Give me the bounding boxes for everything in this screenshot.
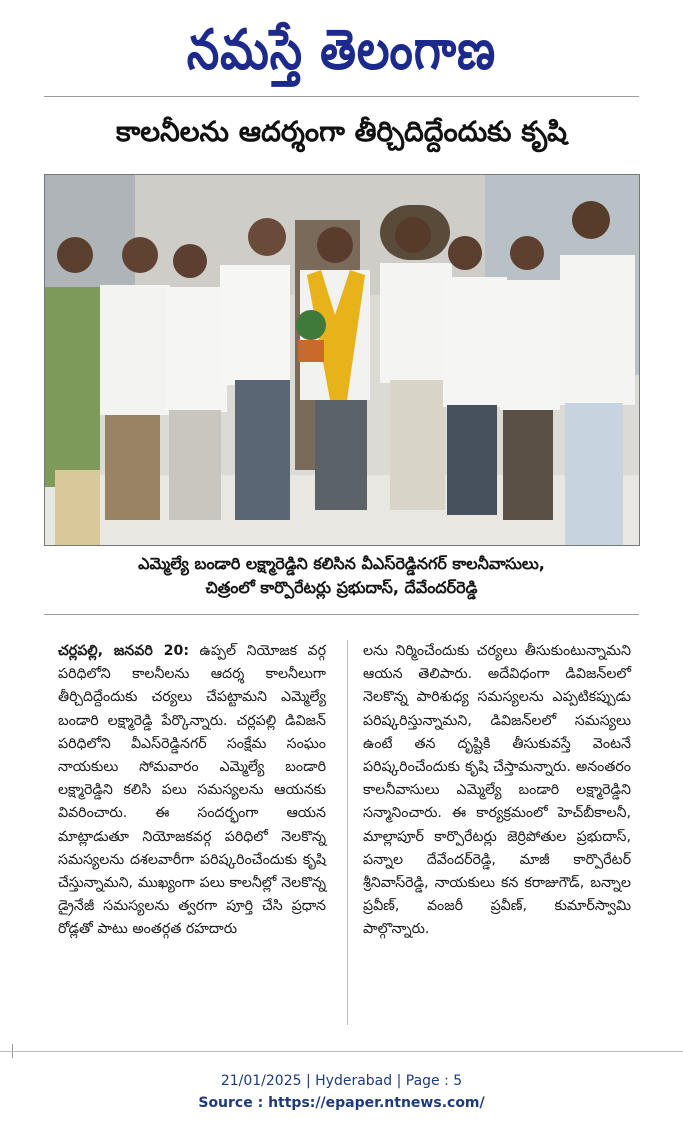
photo-illustration [45, 175, 639, 545]
caption-line-1: ఎమ్మెల్యే బండారి లక్ష్మారెడ్డిని కలిసిన వీఎస్‌రెడ్డినగర్ కాలనీవాసులు, [138, 554, 545, 573]
caption-line-2: చిత్రంలో కార్పొరేటర్లు ప్రభుదాస్, దేవేందర్‌రెడ్డి [205, 578, 478, 597]
article-column-1 [58, 640, 326, 942]
dateline: చర్లపల్లి, జనవరి 20: [58, 643, 190, 659]
photo-caption [44, 552, 639, 600]
article-headline: కాలనీలను ఆదర్శంగా తీర్చిదిద్దేందుకు కృషి [116, 115, 567, 148]
column-divider [347, 640, 348, 1025]
article-column-2: లను నిర్మించేందుకు చర్యలు తీసుకుంటున్నామని ఆయన తెలిపారు. అదేవిధంగా డివిజన్‌లలో నెలకొన్న పారిశుధ్య సమస్యలను ఎప్పటికప్పుడు పరిష్కరిస్తున్నామని, డివిజన్‌లలో సమస్యలు ఉంటే తన దృష్టికి తీసుకువస్తే వెంటనే పరిష్కరించేందుకు కృషి చేస్తామన్నారు. అనంతరం కాలనీవాసులు ఎమ్మెల్యే బండారి లక్ష్మారెడ్డిని సన్మానించారు. ఈ కార్యక్రమంలో హెచ్‌బీకాలనీ, మాల్లాపూర్ కార్పొరేటర్లు జెర్రిపోతుల ప్రభుదాస్, పన్నాల దేవేందర్‌రెడ్డి, మాజీ కార్పొరేటర్ శ్రీనివాస్‌రెడ్డి, నాయకులు కన కరాజుగౌడ్, బన్నాల ప్రవీణ్, వంజరీ ప్రవీణ్, కుమార్‌స్వామి పాల్గొన్నారు. [363, 643, 631, 938]
masthead-rule [44, 96, 639, 97]
masthead-title: నమస్తే తెలంగాణ [186, 16, 497, 82]
article-photo [44, 174, 640, 546]
column-1-text: ఉప్పల్ నియోజక వర్గ పరిధిలోని కాలనీలను ఆదర్శ కాలనీలుగా తీర్చిదిద్దేందుకు చర్యలు చేపట్టామని ఎమ్మెల్యే బండారి లక్ష్మారెడ్డి పేర్కొన్నారు. చర్లపల్లి డివిజన్ పరిధిలోని వీఎస్‌రెడ్డినగర్ సంక్షేమ సంఘం నాయకులు సోమవారం ఎమ్మెల్యే బండారి లక్ష్మారెడ్డిని కలిసి పలు సమస్యలను ఆయనకు వివరించారు. ఈ సందర్భంగా ఆయన మాట్లాడుతూ నియోజకవర్గ పరిధిలో నెలకొన్న సమస్యలను దశలవారీగా పరిష్కరించేందుకు కృషి చేస్తున్నామని, ముఖ్యంగా పలు కాలనీల్లో నెలకొన్న డ్రైనేజీ సమస్యలను త్వరగా పూర్తి చేసి ప్రధాన రోడ్లతో పాటు అంతర్గత రహదారు [58, 643, 327, 938]
caption-rule [44, 614, 639, 615]
footer-source: Source : https://epaper.ntnews.com/ [198, 1095, 485, 1111]
article-body [58, 640, 638, 1030]
footer-rule [0, 1051, 683, 1052]
footer-dateline: 21/01/2025 | Hyderabad | Page : 5 [220, 1073, 463, 1089]
